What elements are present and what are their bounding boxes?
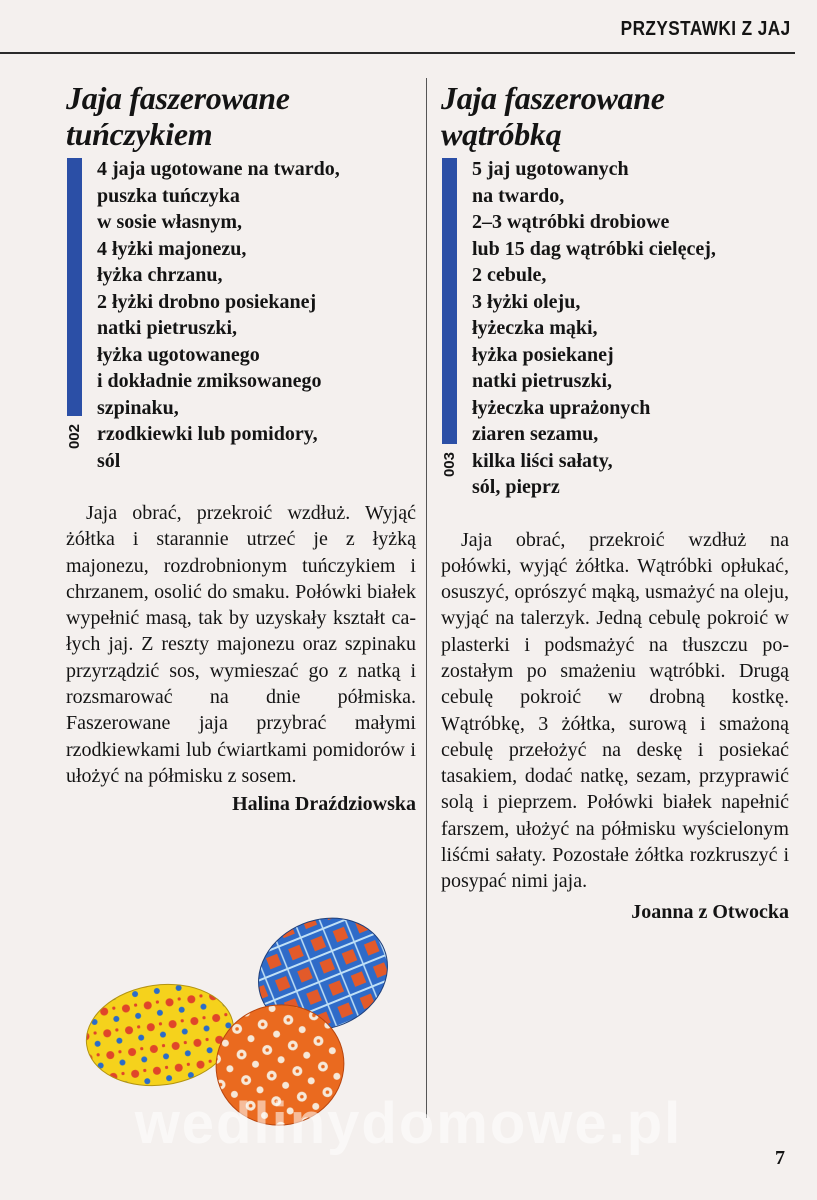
accent-bar <box>67 158 82 416</box>
ingredient-item: natki pietruszki, <box>97 317 238 339</box>
egg-yellow <box>80 975 240 1095</box>
ingredient-item: natki pietruszki, <box>472 370 613 392</box>
ingredient-item: kilka liści sałaty, <box>472 449 613 472</box>
ingredient-item: lub 15 dag wątróbki cielęcej, <box>472 237 716 260</box>
ingredient-item: w sosie własnym, <box>97 211 243 233</box>
ingredients-list <box>472 156 789 501</box>
ingredient-item: 5 jaj ugotowanych <box>472 158 629 180</box>
recipe-left <box>66 80 416 817</box>
recipe-title <box>441 80 789 152</box>
ingredient-item: na twardo, <box>472 184 565 207</box>
title-line: Jaja faszerowane <box>66 80 290 116</box>
ingredient-item: 4 łyżki majonezu, <box>97 237 247 260</box>
page-number: 7 <box>775 1147 785 1169</box>
ingredients-block <box>66 156 416 474</box>
recipe-code: 002 <box>66 424 83 450</box>
ingredient-item: 2–3 wątróbki drobiowe <box>472 211 670 233</box>
ingredient-item: i dokładnie zmiksowanego <box>97 370 322 392</box>
ingredient-item: 2 cebule, <box>472 264 547 286</box>
recipe-title <box>66 80 416 152</box>
ingredient-item: łyżka posiekanej <box>472 343 614 366</box>
ingredient-item: ziaren sezamu, <box>472 423 599 445</box>
ingredient-item: łyżeczka mąki, <box>472 317 598 339</box>
title-line: Jaja faszerowane <box>441 80 665 116</box>
title-line: tuńczykiem <box>66 116 213 152</box>
ingredient-item: szpinaku, <box>97 396 179 419</box>
recipe-instructions: Jaja obrać, przekroić wzdłuż. Wyjąć żółtka i starannie utrzeć je z łyżką majonezu, rozdrobnionym tuńczykiem i chrzanem, osolić do smaku. Połówki białek wypełnić masą, tak by uzyskały kształt całych jaj. Z reszty majonezu oraz szpinaku przyrządzić sos, wymieszać go z natką i rozsmarować na dnie półmiska. Faszerowane jaja przybrać małymi rzodkiewkami lub ćwiartkami pomidorów i ułożyć na półmisku z sosem. <box>66 502 416 787</box>
ingredient-item: sól <box>97 449 121 472</box>
ingredients-block <box>441 156 789 501</box>
section-header: PRZYSTAWKI Z JAJ <box>621 18 791 40</box>
recipe-code: 003 <box>441 452 458 478</box>
ingredient-item: łyżeczka uprażonych <box>472 396 651 419</box>
ingredient-item: rzodkiewki lub pomidory, <box>97 423 318 445</box>
accent-bar <box>442 158 457 444</box>
easter-eggs-illustration <box>80 910 400 1140</box>
ingredient-item: 4 jaja ugotowane na twardo, <box>97 158 340 180</box>
title-line: wątróbką <box>441 116 562 152</box>
ingredient-item: sól, pieprz <box>472 476 560 498</box>
watermark: wedlinydomowe.pl <box>134 1091 683 1156</box>
ingredient-item: 2 łyżki drobno posiekanej <box>97 290 317 313</box>
recipe-right <box>441 80 789 925</box>
ingredient-item: 3 łyżki oleju, <box>472 290 581 313</box>
ingredient-item: puszka tuńczyka <box>97 184 240 207</box>
header-rule <box>0 52 795 54</box>
ingredient-item: łyżka ugotowanego <box>97 343 260 366</box>
recipe-author: Joanna z Otwocka <box>631 900 789 923</box>
recipe-instructions: Jaja obrać, przekroić wzdłuż na połówki, wyjąć żółtka. Wątróbki opłukać, osuszyć, oprószyć mąką, usmażyć na oleju, wyjąć na talerzyk. Jedną cebulę pokroić w plasterki i podsmażyć na tłuszczu pozostałym po smażeniu wątróbki. Drugą cebulę pokroić w drobną kostkę. Wątróbkę, 3 żółtka, surową i smażoną cebulę przełożyć na deskę i posiekać tasakiem, dodać natkę, sezam, przyprawić solą i pieprzem. Połówki białek napełnić farszem, ułożyć na półmisku wyścielonym liśćmi sałaty. Pozostałe żółtka rozkruszyć i posypać nimi jaja. <box>441 528 789 893</box>
column-divider <box>426 78 427 1118</box>
ingredients-list <box>97 156 416 474</box>
ingredient-item: łyżka chrzanu, <box>97 264 223 286</box>
recipe-author: Halina Draździowska <box>232 793 416 816</box>
